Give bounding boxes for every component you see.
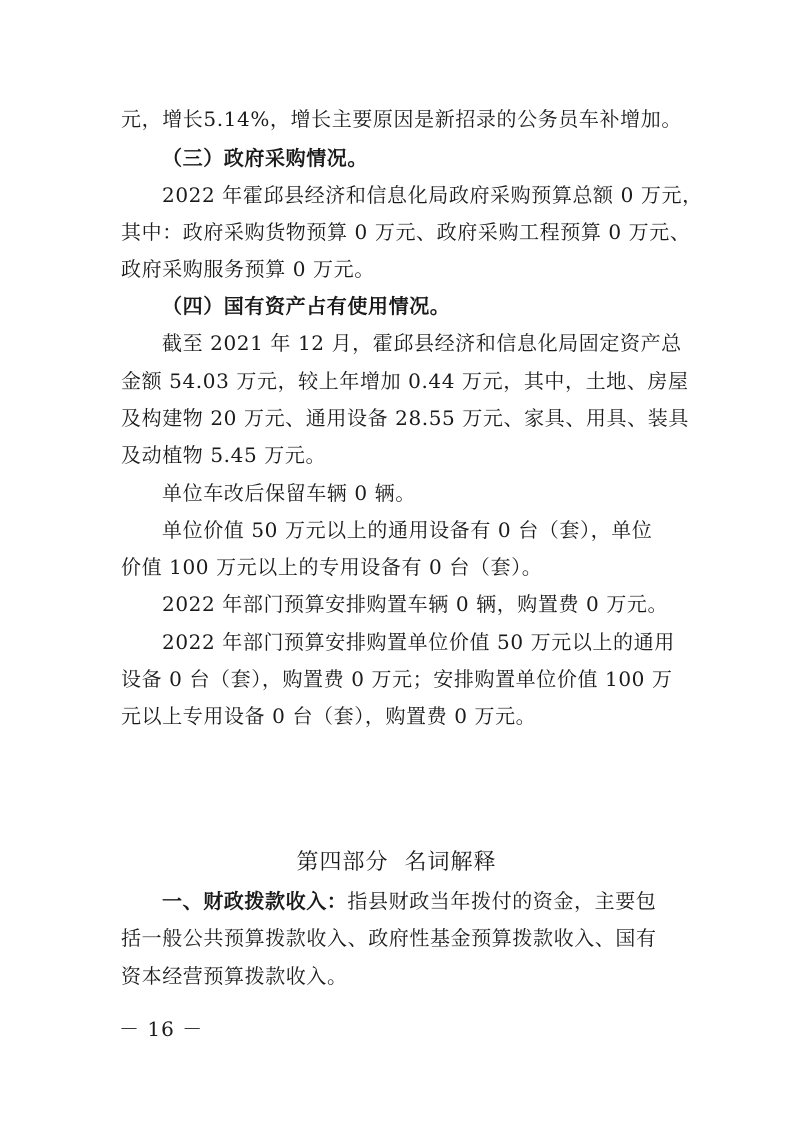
paragraph-line: 截至 2021 年 12 月，霍邱县经济和信息化局固定资产总: [162, 331, 682, 355]
page-number: － 16 －: [119, 1017, 204, 1041]
paragraph-line: 价值 100 万元以上的专用设备有 0 台（套）。: [121, 555, 543, 579]
paragraph-line: 2022 年部门预算安排购置车辆 0 辆，购置费 0 万元。: [162, 592, 669, 616]
definition-term: 一、财政拨款收入：: [162, 889, 348, 913]
paragraph-line: 括一般公共预算拨款收入、政府性基金预算拨款收入、国有: [121, 926, 657, 950]
paragraph-line: 单位价值 50 万元以上的通用设备有 0 台（套），单位: [162, 518, 653, 542]
subheading-assets: （四）国有资产占有使用情况。: [162, 294, 451, 318]
definition-text: 指县财政当年拨付的资金，主要包: [347, 889, 657, 913]
paragraph-line: 政府采购服务预算 0 万元。: [121, 257, 375, 281]
section-heading: 第四部分 名词解释: [296, 850, 497, 875]
paragraph-line: 2022 年部门预算安排购置单位价值 50 万元以上的通用: [162, 630, 675, 654]
definition-line: [162, 886, 722, 916]
subheading-procurement: （三）政府采购情况。: [162, 146, 368, 170]
paragraph-line: 单位车改后保留车辆 0 辆。: [162, 481, 416, 505]
paragraph-line: 元，增长5.14%，增长主要原因是新招录的公务员车补增加。: [121, 107, 682, 131]
paragraph-line: 元以上专用设备 0 台（套），购置费 0 万元。: [121, 704, 537, 728]
paragraph-line: 资本经营预算拨款收入。: [121, 964, 348, 988]
paragraph-line: 及构建物 20 万元、通用设备 28.55 万元、家具、用具、装具: [121, 406, 689, 430]
paragraph-line: 2022 年霍邱县经济和信息化局政府采购预算总额 0 万元，: [162, 183, 703, 207]
paragraph-line: 金额 54.03 万元，较上年增加 0.44 万元，其中，土地、房屋: [121, 369, 689, 393]
paragraph-line: 及动植物 5.45 万元。: [121, 443, 327, 467]
paragraph-line: 设备 0 台（套），购置费 0 万元；安排购置单位价值 100 万: [121, 667, 673, 691]
paragraph-line: 其中：政府采购货物预算 0 万元、政府采购工程预算 0 万元、: [121, 220, 691, 244]
